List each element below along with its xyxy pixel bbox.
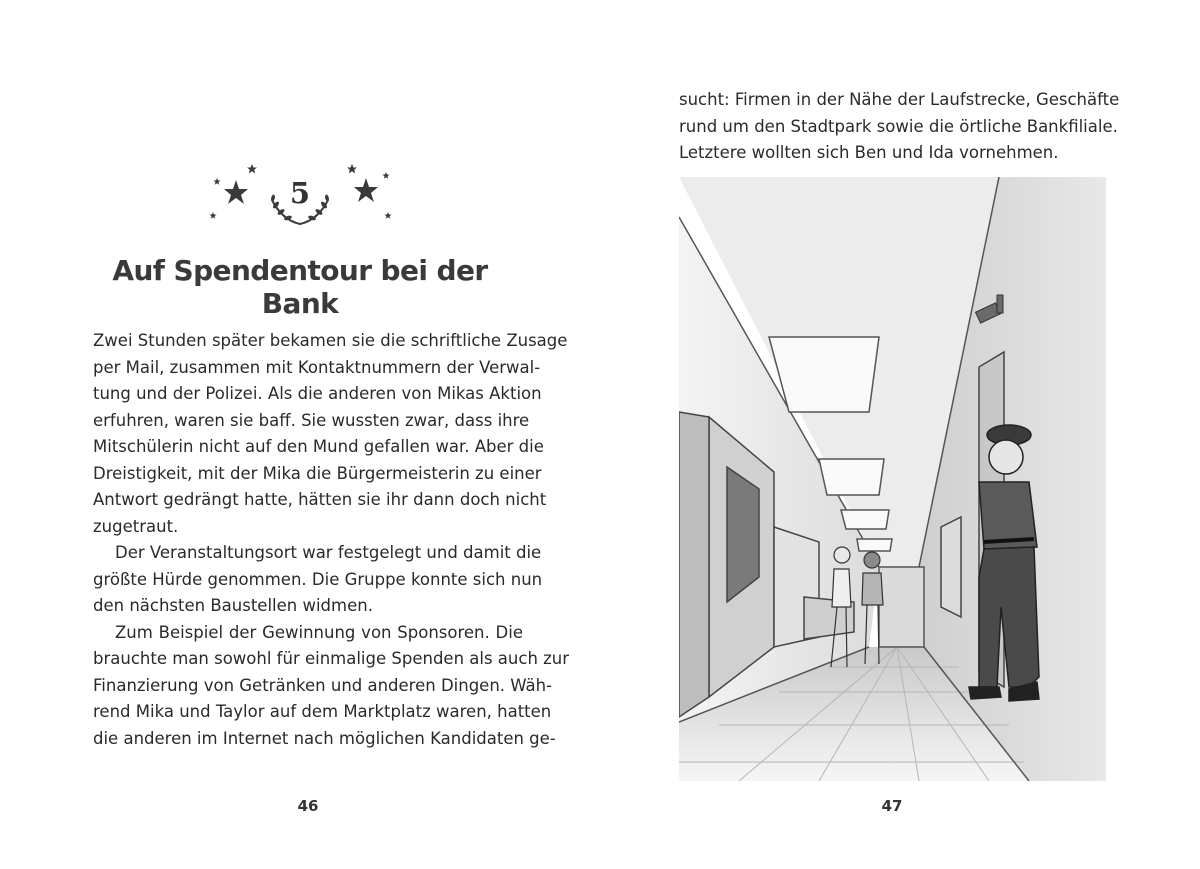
- bank-hallway-illustration: [679, 177, 1106, 781]
- text-line: brauchte man sowohl für einmalige Spenden als auch zur: [93, 649, 570, 668]
- text-line: rend Mika und Taylor auf dem Marktplatz waren, hatten: [93, 702, 552, 721]
- text-line: erfuhren, waren sie baff. Sie wussten zwar, dass ihre: [93, 410, 530, 430]
- text-line: Zwei Stunden später bekamen sie die schriftliche Zusage: [93, 331, 568, 350]
- bank-illustration-image: [679, 177, 1106, 781]
- text-line: Dreistigkeit, mit der Mika die Bürgermeisterin zu einer: [93, 463, 542, 483]
- text-line: Antwort gedrängt hatte, hätten sie ihr dann doch nicht: [93, 490, 547, 509]
- text-line: Letztere wollten sich Ben und Ida vornehmen.: [679, 143, 1059, 162]
- text-line: tung und der Polizei. Als die anderen von Mikas Aktion: [93, 384, 542, 403]
- text-line: größte Hürde genommen. Die Gruppe konnte sich nun: [93, 569, 543, 589]
- text-line: Der Veranstaltungsort war festgelegt und damit die: [115, 543, 542, 562]
- right-page-body-text: [679, 87, 1120, 167]
- text-line: Zum Beispiel der Gewinnung von Sponsoren. Die: [115, 622, 523, 642]
- text-line: Finanzierung von Getränken und anderen Dingen. Wäh-: [93, 675, 553, 695]
- chapter-emblem: [200, 152, 400, 232]
- chapter-number: 5: [289, 176, 311, 210]
- text-line: rund um den Stadtpark sowie die örtliche Bankfiliale.: [679, 116, 1118, 136]
- page-number: 47: [881, 797, 903, 815]
- text-line: zugetraut.: [93, 516, 179, 536]
- text-line: per Mail, zusammen mit Kontaktnummern der Verwal-: [93, 357, 541, 377]
- left-page-body-text: [93, 328, 570, 752]
- text-line: sucht: Firmen in der Nähe der Laufstrecke, Geschäfte: [679, 90, 1120, 109]
- chapter-title: Auf Spendentour bei der Bank: [112, 254, 488, 320]
- text-line: Mitschülerin nicht auf den Mund gefallen war. Aber die: [93, 437, 544, 456]
- text-line: den nächsten Baustellen widmen.: [93, 596, 373, 615]
- page-number: 46: [297, 797, 319, 815]
- text-line: die anderen im Internet nach möglichen Kandidaten ge-: [93, 728, 556, 748]
